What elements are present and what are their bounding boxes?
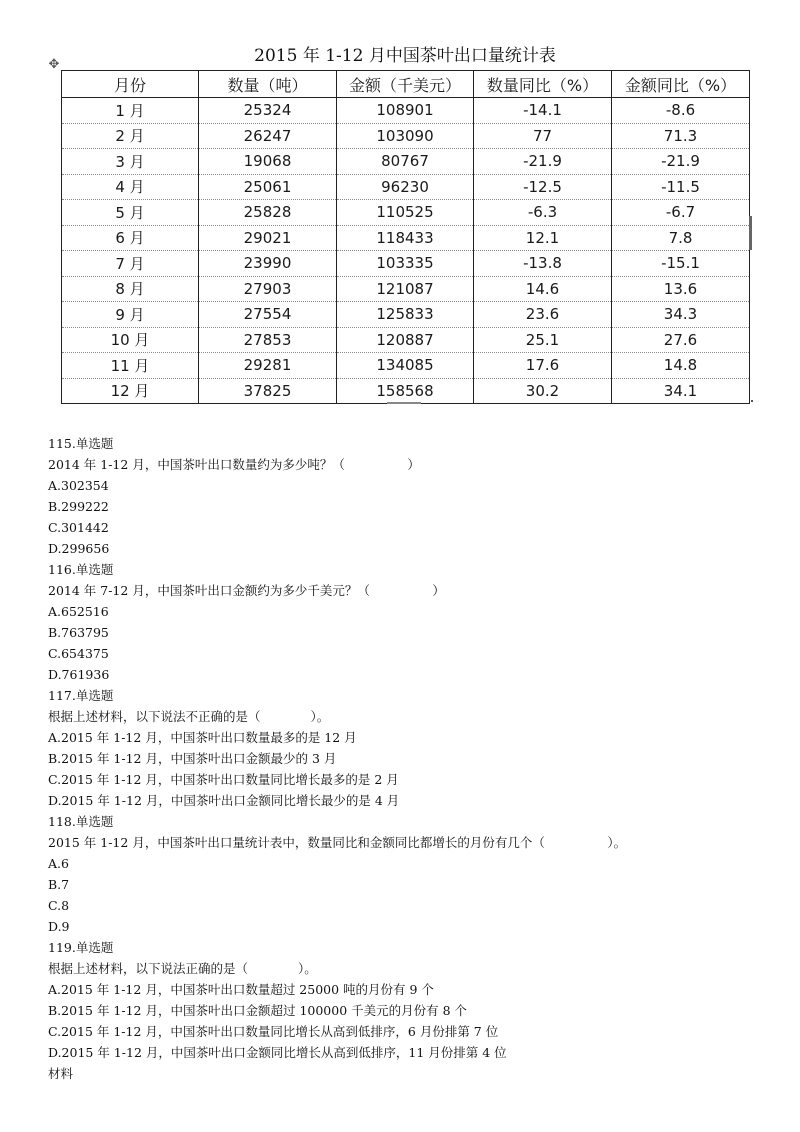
cell-quantity: 19068 (199, 149, 337, 175)
table-row (62, 353, 750, 379)
option-c: C.2015 年 1-12 月，中国茶叶出口数量同比增长最多的是 2 月 (48, 772, 399, 787)
cell-month: 10 月 (62, 327, 199, 353)
cell-amount: 108901 (337, 98, 474, 124)
cell-quantity: 26247 (199, 123, 337, 149)
cell-quantity-yoy: 23.6 (474, 302, 612, 328)
option-d: D.761936 (48, 667, 110, 682)
table-corner-resize-handle[interactable] (751, 400, 753, 402)
cell-quantity: 27903 (199, 276, 337, 302)
header-amount-yoy: 金额同比（%） (612, 71, 750, 98)
cell-amount-yoy: -6.7 (612, 200, 750, 226)
question-heading: 119.单选题 (48, 940, 114, 955)
option-a: A.302354 (48, 478, 109, 493)
cell-quantity: 23990 (199, 251, 337, 277)
cell-amount: 120887 (337, 327, 474, 353)
cell-amount-yoy: 14.8 (612, 353, 750, 379)
question-text-block (48, 433, 768, 1084)
option-b: B.2015 年 1-12 月，中国茶叶出口金额超过 100000 千美元的月份有 8 个 (48, 1003, 468, 1018)
cell-amount-yoy: -21.9 (612, 149, 750, 175)
cell-amount-yoy: -8.6 (612, 98, 750, 124)
cell-amount-yoy: 27.6 (612, 327, 750, 353)
cell-amount-yoy: 34.3 (612, 302, 750, 328)
question-stem: 2015 年 1-12 月，中国茶叶出口量统计表中，数量同比和金额同比都增长的月份有几个（ ）。 (48, 835, 627, 850)
cell-month: 11 月 (62, 353, 199, 379)
option-a: A.2015 年 1-12 月，中国茶叶出口数量超过 25000 吨的月份有 9 个 (48, 982, 434, 997)
table-row (62, 149, 750, 175)
cell-amount: 121087 (337, 276, 474, 302)
table-move-handle-icon[interactable]: ✥ (48, 57, 60, 72)
cell-quantity-yoy: 25.1 (474, 327, 612, 353)
option-b: B.299222 (48, 499, 109, 514)
cell-quantity: 29281 (199, 353, 337, 379)
cell-quantity-yoy: 14.6 (474, 276, 612, 302)
cell-month: 7 月 (62, 251, 199, 277)
option-d: D.299656 (48, 541, 110, 556)
cell-quantity: 25324 (199, 98, 337, 124)
cell-quantity-yoy: 77 (474, 123, 612, 149)
cell-amount-yoy: -11.5 (612, 174, 750, 200)
header-quantity: 数量（吨） (199, 71, 337, 98)
question-stem: 2014 年 7-12 月，中国茶叶出口金额约为多少千美元？（ ） (48, 583, 445, 598)
cell-amount-yoy: -15.1 (612, 251, 750, 277)
table-row (62, 225, 750, 251)
option-d: D.2015 年 1-12 月，中国茶叶出口金额同比增长最少的是 4 月 (48, 793, 400, 808)
table-row (62, 98, 750, 124)
cell-amount: 80767 (337, 149, 474, 175)
option-c: C.301442 (48, 520, 109, 535)
header-month: 月份 (62, 71, 199, 98)
question-heading: 117.单选题 (48, 688, 114, 703)
cell-amount: 118433 (337, 225, 474, 251)
option-b: B.2015 年 1-12 月，中国茶叶出口金额最少的 3 月 (48, 751, 337, 766)
cell-month: 9 月 (62, 302, 199, 328)
option-d: D.9 (48, 919, 70, 934)
option-c: C.8 (48, 898, 70, 913)
cell-quantity-yoy: 12.1 (474, 225, 612, 251)
cell-amount: 110525 (337, 200, 474, 226)
cell-month: 4 月 (62, 174, 199, 200)
cell-amount: 158568 (337, 378, 474, 404)
table-resize-handle[interactable] (749, 216, 752, 250)
header-quantity-yoy: 数量同比（%） (474, 71, 612, 98)
cell-amount: 96230 (337, 174, 474, 200)
cell-quantity: 29021 (199, 225, 337, 251)
cell-month: 1 月 (62, 98, 199, 124)
table-row (62, 378, 750, 404)
table-row (62, 327, 750, 353)
cell-quantity: 27554 (199, 302, 337, 328)
cell-quantity-yoy: 17.6 (474, 353, 612, 379)
option-a: A.6 (48, 856, 69, 871)
cell-quantity: 25828 (199, 200, 337, 226)
cell-quantity: 27853 (199, 327, 337, 353)
table-title: 2015 年 1-12 月中国茶叶出口量统计表 (254, 46, 556, 66)
table-row (62, 174, 750, 200)
cell-quantity: 37825 (199, 378, 337, 404)
cell-month: 5 月 (62, 200, 199, 226)
cell-month: 3 月 (62, 149, 199, 175)
table-row (62, 251, 750, 277)
option-d: D.2015 年 1-12 月，中国茶叶出口金额同比增长从高到低排序，11 月份排第 4 位 (48, 1045, 507, 1060)
cell-amount-yoy: 13.6 (612, 276, 750, 302)
cell-amount: 103335 (337, 251, 474, 277)
material-label: 材料 (48, 1066, 74, 1081)
cell-amount-yoy: 71.3 (612, 123, 750, 149)
cell-amount: 103090 (337, 123, 474, 149)
option-a: A.652516 (48, 604, 109, 619)
option-c: C.654375 (48, 646, 109, 661)
option-c: C.2015 年 1-12 月，中国茶叶出口数量同比增长从高到低排序，6 月份排第 7 位 (48, 1024, 499, 1039)
table-row (62, 276, 750, 302)
cell-quantity-yoy: 30.2 (474, 378, 612, 404)
cell-month: 6 月 (62, 225, 199, 251)
cell-quantity-yoy: -21.9 (474, 149, 612, 175)
tea-export-table (61, 70, 750, 404)
table-bottom-resize-handle[interactable] (387, 402, 421, 404)
table-row (62, 302, 750, 328)
option-b: B.763795 (48, 625, 109, 640)
question-stem: 根据上述材料，以下说法正确的是（ ）。 (48, 961, 317, 976)
question-heading: 116.单选题 (48, 562, 114, 577)
question-stem: 根据上述材料，以下说法不正确的是（ ）。 (48, 709, 330, 724)
cell-quantity-yoy: -13.8 (474, 251, 612, 277)
cell-quantity-yoy: -14.1 (474, 98, 612, 124)
question-heading: 115.单选题 (48, 436, 114, 451)
option-a: A.2015 年 1-12 月，中国茶叶出口数量最多的是 12 月 (48, 730, 357, 745)
table-row (62, 200, 750, 226)
header-amount: 金额（千美元） (337, 71, 474, 98)
table-row (62, 123, 750, 149)
cell-amount-yoy: 34.1 (612, 378, 750, 404)
cell-month: 12 月 (62, 378, 199, 404)
question-heading: 118.单选题 (48, 814, 114, 829)
cell-month: 8 月 (62, 276, 199, 302)
cell-month: 2 月 (62, 123, 199, 149)
table-header-row (62, 71, 750, 98)
question-stem: 2014 年 1-12 月，中国茶叶出口数量约为多少吨？（ ） (48, 457, 420, 472)
cell-quantity-yoy: -6.3 (474, 200, 612, 226)
cell-amount-yoy: 7.8 (612, 225, 750, 251)
cell-quantity-yoy: -12.5 (474, 174, 612, 200)
cell-amount: 125833 (337, 302, 474, 328)
option-b: B.7 (48, 877, 70, 892)
cell-quantity: 25061 (199, 174, 337, 200)
cell-amount: 134085 (337, 353, 474, 379)
